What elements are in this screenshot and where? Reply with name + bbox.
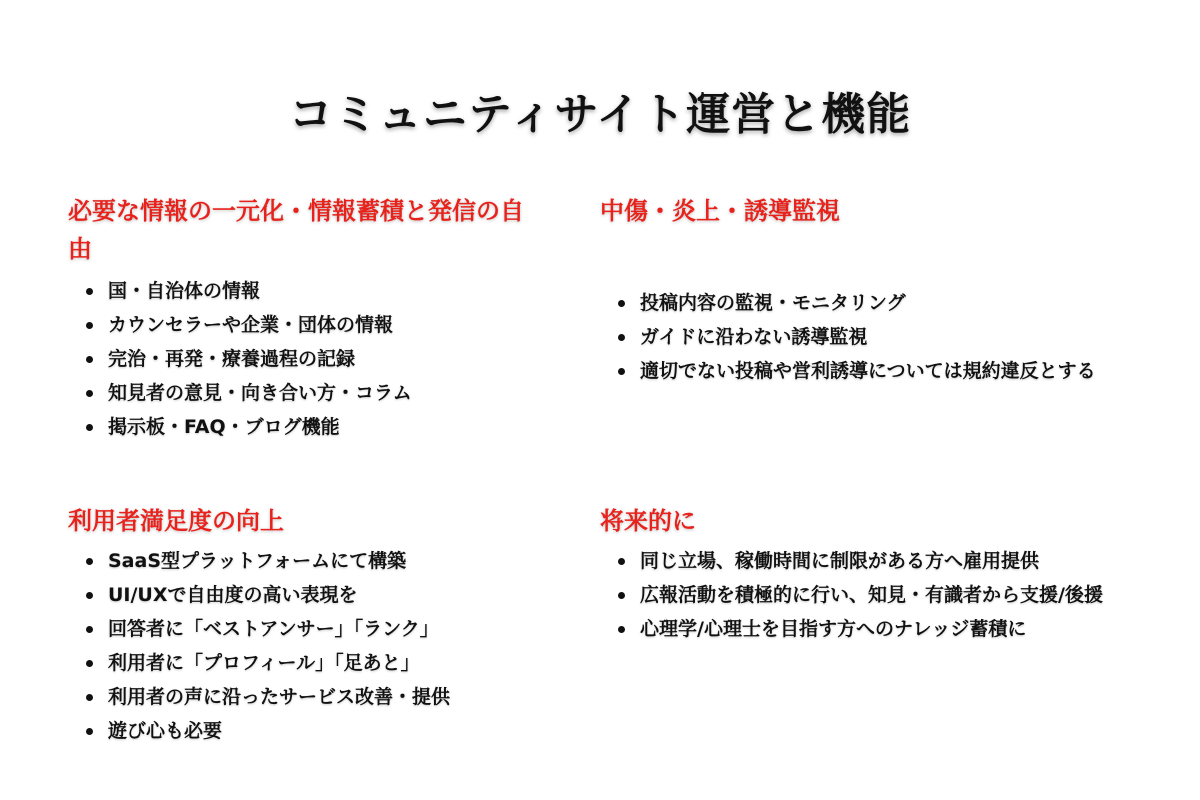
list-item xyxy=(600,320,1130,354)
list-item-text: UI/UXで自由度の高い表現を xyxy=(108,584,358,606)
list-item-text: 利用者に「プロフィール」「足あと」 xyxy=(108,652,420,674)
page-title: コミュニティサイト運営と機能 xyxy=(288,89,912,140)
list-item-text: 利用者の声に沿ったサービス改善・提供 xyxy=(108,686,451,708)
bullet-icon xyxy=(86,558,93,565)
bullet-icon xyxy=(618,626,625,633)
list-item xyxy=(68,544,538,578)
bullet-icon xyxy=(86,694,93,701)
list-item xyxy=(68,342,538,376)
list-item-text: ガイドに沿わない誘導監視 xyxy=(640,326,868,348)
bullet-icon xyxy=(86,322,93,329)
list-item-text: 回答者に「ベストアンサー」「ランク」 xyxy=(108,618,439,640)
list-item xyxy=(68,274,538,308)
list-item xyxy=(68,410,538,444)
list-item xyxy=(600,578,1130,612)
list-item xyxy=(68,714,538,748)
section-heading: 将来的に xyxy=(600,507,696,535)
section-info-centralization xyxy=(68,192,538,444)
list-item-text: 投稿内容の監視・モニタリング xyxy=(640,292,906,314)
section-heading: 利用者満足度の向上 xyxy=(68,507,284,535)
list-item xyxy=(68,680,538,714)
list-item-text: 知見者の意見・向き合い方・コラム xyxy=(108,382,412,404)
bullet-icon xyxy=(86,390,93,397)
bullet-icon xyxy=(86,660,93,667)
list-item xyxy=(68,612,538,646)
bullet-icon xyxy=(618,558,625,565)
section-list xyxy=(68,274,538,444)
list-item-text: 国・自治体の情報 xyxy=(108,280,261,302)
section-list xyxy=(600,544,1130,646)
bullet-icon xyxy=(86,288,93,295)
list-item-text: 掲示板・FAQ・ブログ機能 xyxy=(108,416,340,438)
section-future xyxy=(600,502,1130,646)
section-list xyxy=(68,544,538,748)
list-item xyxy=(600,612,1130,646)
bullet-icon xyxy=(86,728,93,735)
bullet-icon xyxy=(86,626,93,633)
list-item-text: SaaS型プラットフォームにて構築 xyxy=(108,550,407,572)
list-item xyxy=(68,376,538,410)
section-list xyxy=(600,286,1130,388)
section-heading: 必要な情報の一元化・情報蓄積と発信の自由 xyxy=(68,197,524,263)
list-item xyxy=(600,286,1130,320)
list-item-text: カウンセラーや企業・団体の情報 xyxy=(108,314,394,336)
bullet-icon xyxy=(618,300,625,307)
list-item-text: 適切でない投稿や営利誘導については規約違反とする xyxy=(640,360,1096,382)
list-item xyxy=(600,354,1130,388)
bullet-icon xyxy=(86,356,93,363)
bullet-icon xyxy=(618,334,625,341)
list-item-text: 遊び心も必要 xyxy=(108,720,223,742)
bullet-icon xyxy=(618,368,625,375)
list-item-text: 同じ立場、稼働時間に制限がある方へ雇用提供 xyxy=(640,550,1040,572)
section-heading: 中傷・炎上・誘導監視 xyxy=(600,197,840,225)
list-item xyxy=(68,578,538,612)
list-item-text: 広報活動を積極的に行い、知見・有識者から支援/後援 xyxy=(640,584,1103,606)
list-item xyxy=(68,308,538,342)
list-item xyxy=(600,544,1130,578)
section-monitoring xyxy=(600,192,1130,388)
bullet-icon xyxy=(86,424,93,431)
bullet-icon xyxy=(618,592,625,599)
list-item-text: 心理学/心理士を目指す方へのナレッジ蓄積に xyxy=(640,618,1027,640)
list-item-text: 完治・再発・療養過程の記録 xyxy=(108,348,356,370)
section-user-satisfaction xyxy=(68,502,538,748)
list-item xyxy=(68,646,538,680)
bullet-icon xyxy=(86,592,93,599)
